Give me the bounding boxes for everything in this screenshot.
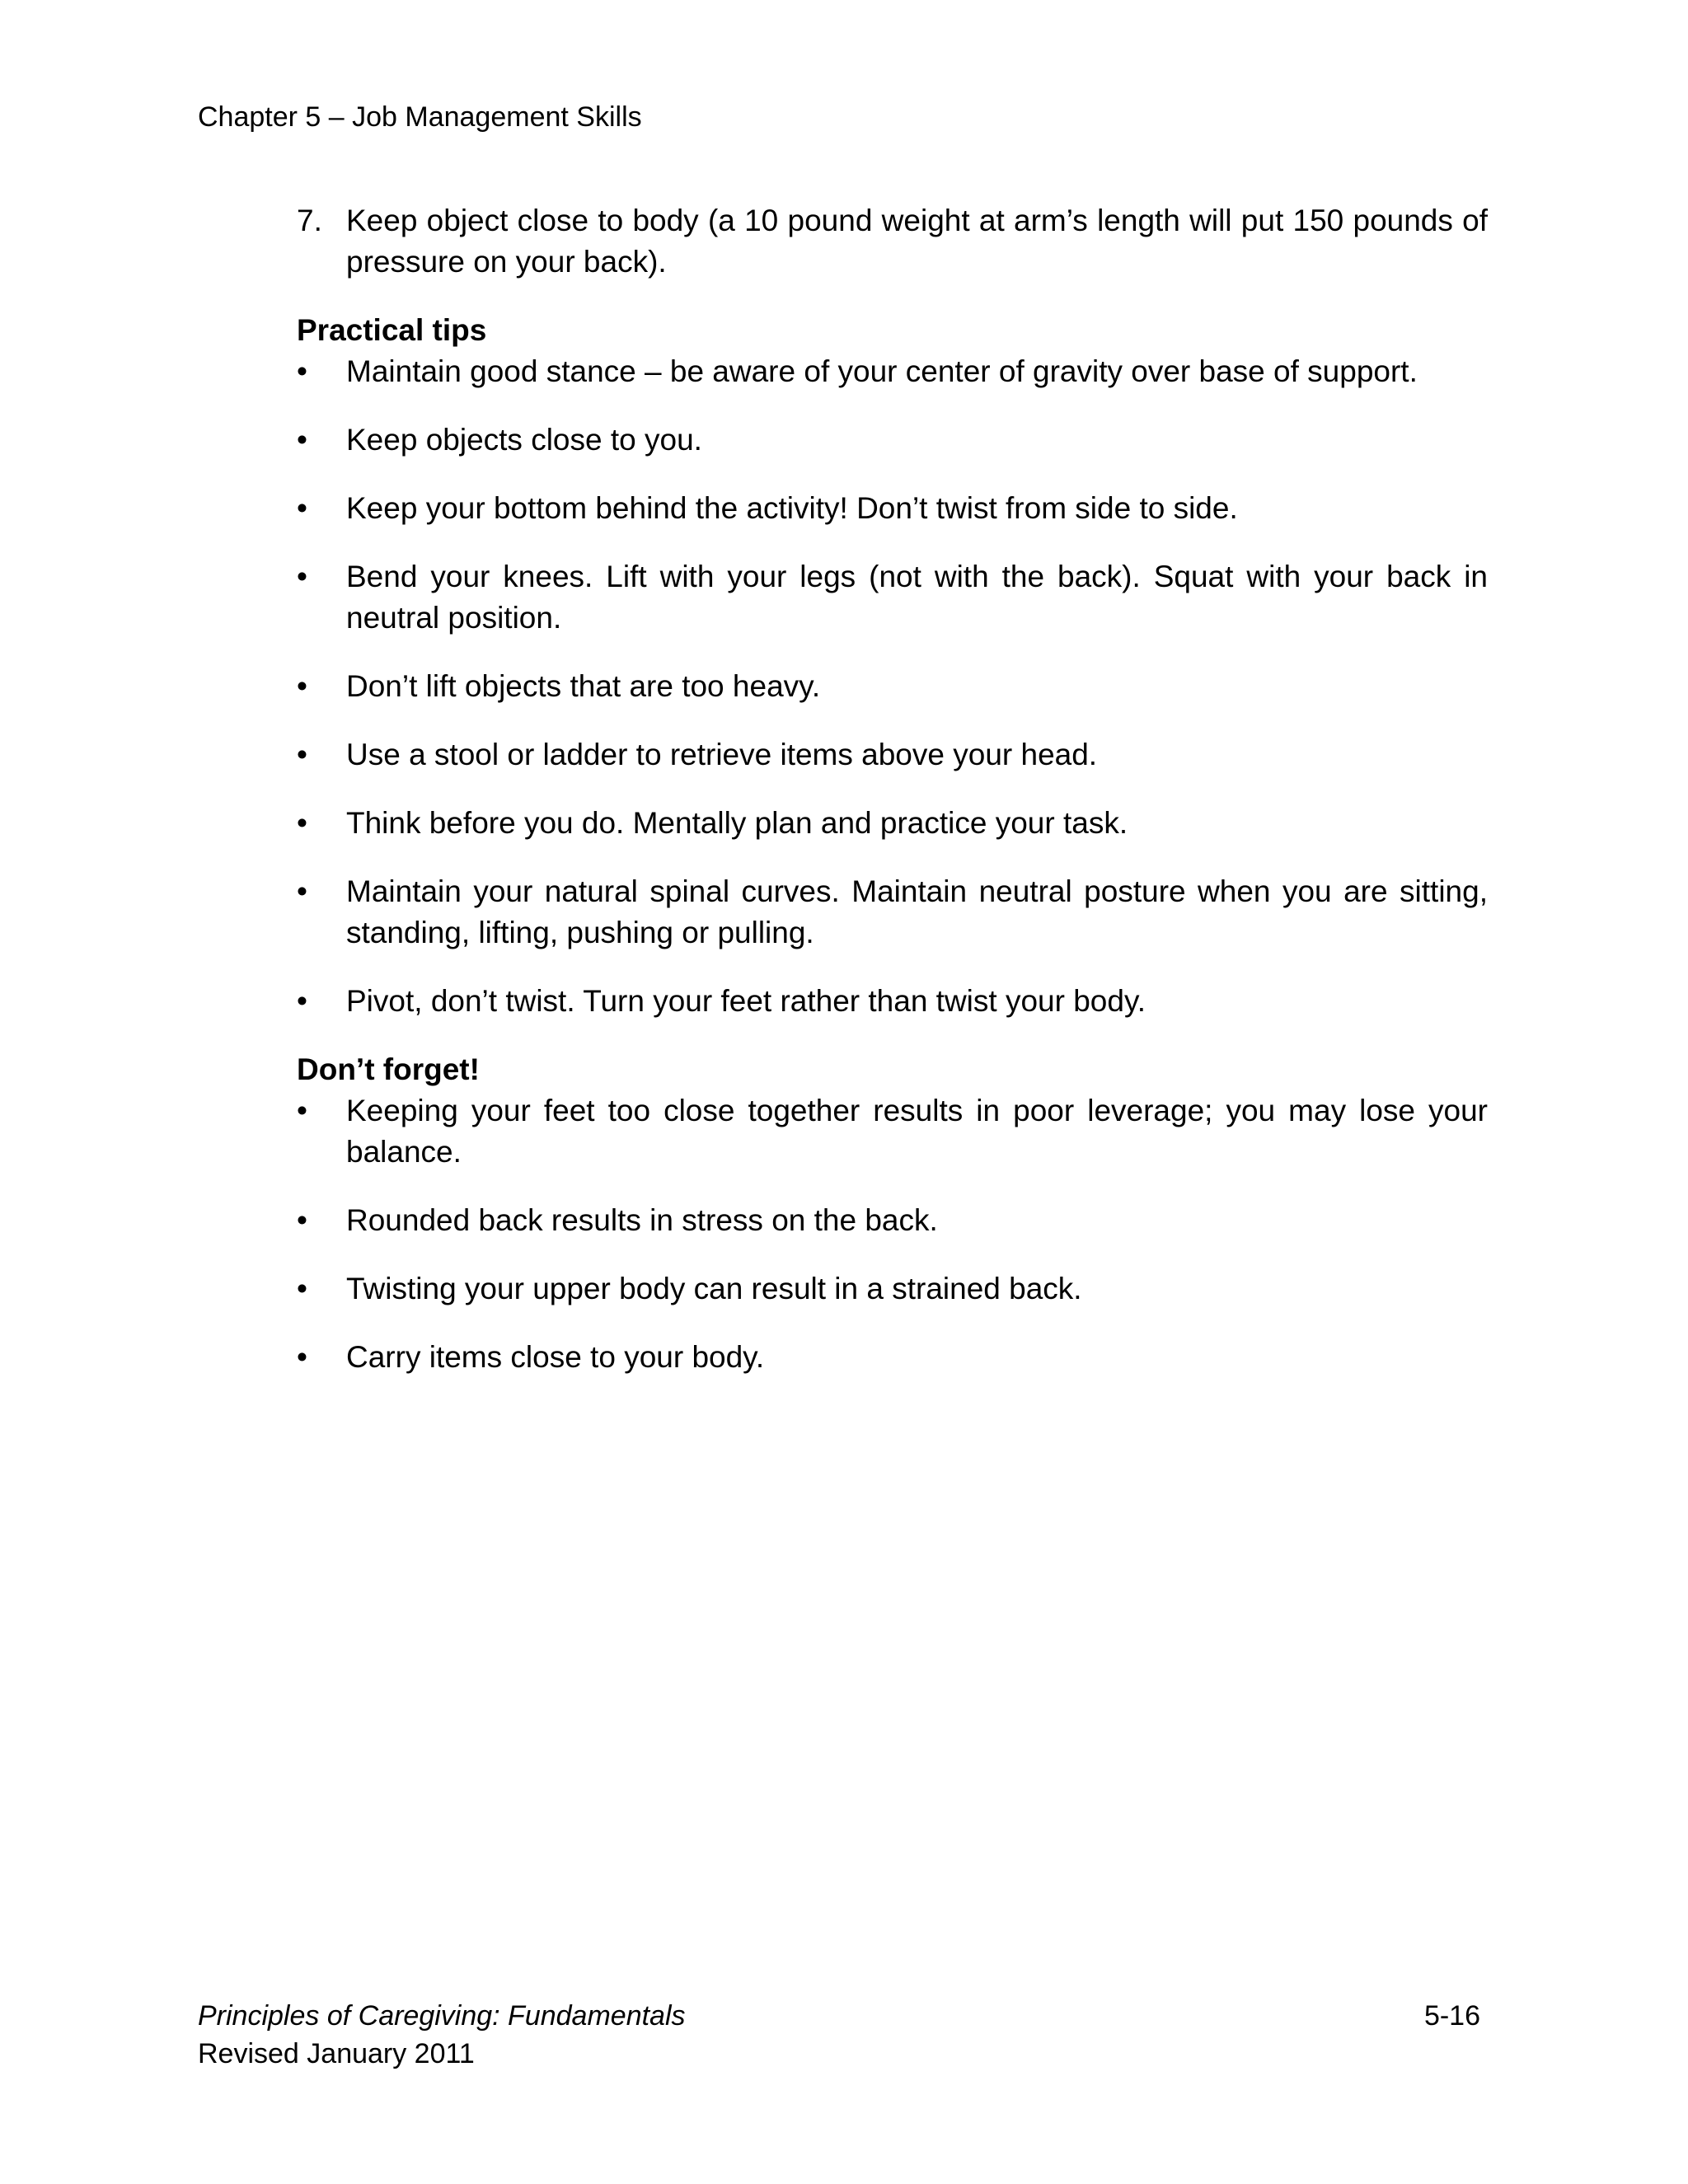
list-item-text: Bend your knees. Lift with your legs (not with the back). Squat with your back in neutral position. <box>346 560 1488 635</box>
list-item <box>297 1200 1488 1241</box>
practical-tips-list <box>297 351 1488 1022</box>
dont-forget-list <box>297 1090 1488 1378</box>
bullet-icon: • <box>297 560 307 593</box>
list-item-text: Don’t lift objects that are too heavy. <box>346 669 821 703</box>
list-item <box>297 981 1488 1022</box>
list-item-text: Use a stool or ladder to retrieve items above your head. <box>346 738 1098 771</box>
footer <box>198 1997 686 2073</box>
bullet-icon: • <box>297 491 307 525</box>
bullet-icon: • <box>297 1272 307 1305</box>
list-item-text: Carry items close to your body. <box>346 1340 765 1374</box>
list-item-text: Think before you do. Mentally plan and practice your task. <box>346 806 1128 840</box>
dont-forget-heading: Don’t forget! <box>297 1052 480 1086</box>
list-item <box>297 1268 1488 1310</box>
list-item <box>297 734 1488 776</box>
list-item <box>297 803 1488 844</box>
chapter-header: Chapter 5 – Job Management Skills <box>198 101 642 133</box>
list-item-text: Keeping your feet too close together results in poor leverage; you may lose your balance. <box>346 1094 1488 1169</box>
page-number: 5-16 <box>1423 2000 1480 2032</box>
page-content <box>297 200 1488 1405</box>
list-item-text: Keep object close to body (a 10 pound weight at arm’s length will put 150 pounds of pressure on your back). <box>346 204 1488 279</box>
bullet-icon: • <box>297 1203 307 1237</box>
list-item <box>297 556 1488 639</box>
list-item-text: Keep objects close to you. <box>346 423 702 457</box>
bullet-icon: • <box>297 1340 307 1374</box>
numbered-item-7 <box>297 200 1488 283</box>
footer-book-title: Principles of Caregiving: Fundamentals <box>198 2000 686 2032</box>
list-item <box>297 419 1488 461</box>
list-item <box>297 1337 1488 1378</box>
list-item-text: Twisting your upper body can result in a strained back. <box>346 1272 1082 1305</box>
bullet-icon: • <box>297 423 307 457</box>
list-item <box>297 1090 1488 1173</box>
practical-tips-heading: Practical tips <box>297 313 487 347</box>
bullet-icon: • <box>297 984 307 1018</box>
list-item <box>297 488 1488 529</box>
list-item-text: Rounded back results in stress on the back. <box>346 1203 938 1237</box>
bullet-icon: • <box>297 669 307 703</box>
bullet-icon: • <box>297 738 307 771</box>
bullet-icon: • <box>297 806 307 840</box>
list-item-text: Maintain your natural spinal curves. Maintain neutral posture when you are sitting, standing, lifting, pushing or pulling. <box>346 874 1488 949</box>
list-item-text: Maintain good stance – be aware of your center of gravity over base of support. <box>346 354 1418 388</box>
list-item-text: Keep your bottom behind the activity! Don’t twist from side to side. <box>346 491 1238 525</box>
bullet-icon: • <box>297 354 307 388</box>
list-item <box>297 351 1488 392</box>
list-item <box>297 666 1488 707</box>
bullet-icon: • <box>297 1094 307 1127</box>
bullet-icon: • <box>297 874 307 908</box>
footer-revision-date: Revised January 2011 <box>198 2038 475 2069</box>
list-item <box>297 871 1488 954</box>
list-number: 7. <box>297 204 322 237</box>
list-item-text: Pivot, don’t twist. Turn your feet rather than twist your body. <box>346 984 1146 1018</box>
